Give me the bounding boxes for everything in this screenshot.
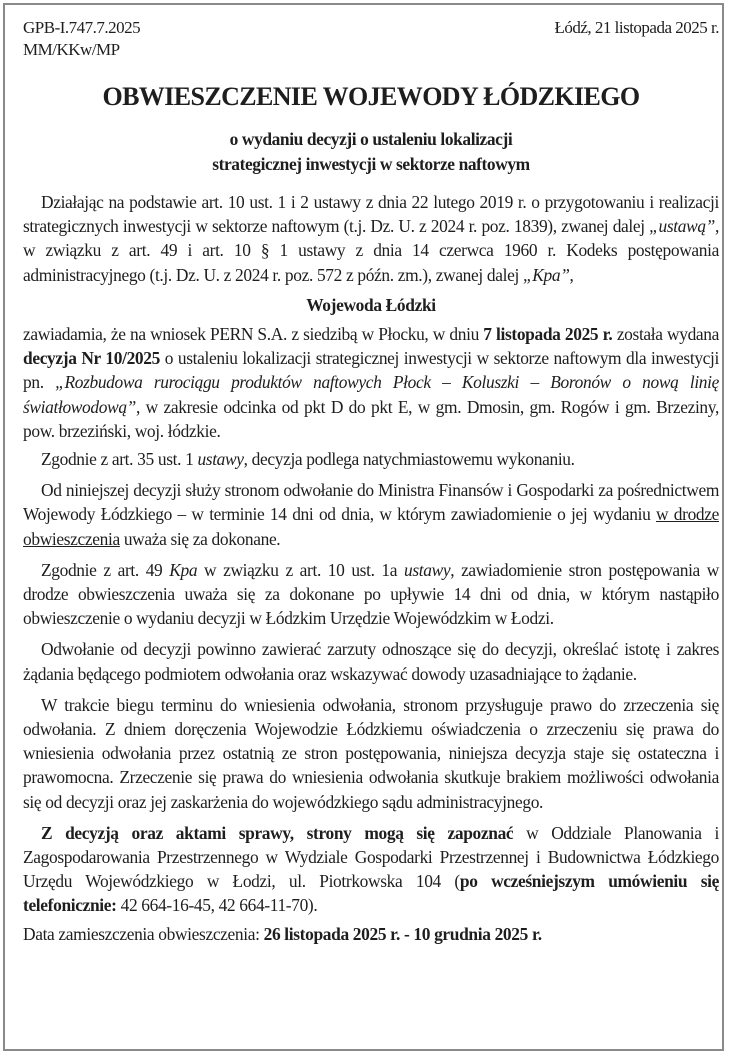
immediate-text: Zgodnie z art. 35 ust. 1: [41, 449, 198, 470]
document-title: OBWIESZCZENIE WOJEWODY ŁÓDZKIEGO: [102, 82, 640, 111]
appointment-note: po wcześniejszym umówieniu się telefonicznie:: [23, 871, 719, 916]
announcement-paragraph: [23, 322, 719, 443]
investment-name: „Rozbudowa rurociągu produktów naftowych Płock – Koluszki – Boronów o nową linię światłowodową”: [23, 372, 720, 417]
announcement-text: zawiadamia, że na wniosek PERN S.A. z siedzibą w Płocku, w dniu: [23, 324, 484, 345]
appeal-content-paragraph: Odwołanie od decyzji powinno zawierać zarzuty odnoszące się do decyzji, określać istotę i zakres żądania będącego podmiotem odwołania oraz wskazywać dowody uzasadniające to żądanie.: [23, 639, 719, 684]
place-and-date: Łódź, 21 listopada 2025 r.: [554, 18, 719, 37]
decision-number: decyzja Nr 10/2025: [23, 348, 160, 369]
phone-numbers: 42 664-16-45, 42 664-11-70).: [116, 895, 318, 916]
notice-text-2: w związku z art. 10 ust. 1a: [197, 559, 404, 580]
document-header: [23, 17, 719, 61]
posting-period: [23, 922, 719, 946]
term-ustawa: „ustawą”: [649, 216, 715, 237]
legal-basis-text: Działając na podstawie art. 10 ust. 1 i 2 ustawy z dnia 22 lutego 2019 r. o przygotowaniu i realizacji strategicznych inwestycji w sektorze naftowym (t.j. Dz. U. z 2024 r. poz. 1839), zwanej dalej: [23, 192, 719, 237]
announcement-text-2: została wydana: [612, 324, 720, 345]
appeal-paragraph: [23, 478, 719, 551]
file-access-paragraph: [23, 821, 719, 918]
immediate-text-2: , decyzja podlega natychmiastowemu wykonaniu.: [243, 449, 575, 470]
appeal-text-2: uważa się za dokonane.: [119, 528, 281, 549]
issuing-authority: Wojewoda Łódzki: [306, 294, 436, 315]
announcement-text-3: o ustaleniu lokalizacji strategicznej inwestycji w sektorze naftowym dla inwestycji pn.: [23, 348, 719, 393]
immediate-execution-paragraph: [23, 447, 719, 471]
notice-paragraph: [23, 558, 719, 631]
file-access-text: w Oddziale Planowania i Zagospodarowania Przestrzennego w Wydziale Gospodarki Przestrzennej i Budownictwa Łódzkiego Urzędu Wojewódzkiego w Łodzi, ul. Piotrkowska 104 (: [23, 822, 719, 892]
reference-number: GPB-I.747.7.2025: [23, 18, 141, 37]
document-subtitle: [23, 127, 719, 177]
case-signature-block: [23, 17, 140, 61]
term-kpa: „Kpa”: [522, 264, 570, 285]
posting-label: Data zamieszczenia obwieszczenia:: [23, 923, 264, 944]
posting-dates: 26 listopada 2025 r. - 10 grudnia 2025 r.: [263, 923, 542, 944]
notice-text: Zgodnie z art. 49: [41, 559, 170, 580]
case-signature: MM/KKw/MP: [23, 40, 120, 59]
legal-basis-comma: ,: [569, 264, 574, 285]
legal-basis-paragraph: [23, 190, 719, 287]
term-ustawy-2: ustawy: [404, 559, 451, 580]
file-access-lead: Z decyzją oraz aktami sprawy, strony mogą się zapoznać: [41, 822, 514, 843]
legal-basis-text-2: , w związku z art. 49 i art. 10 § 1 ustawy z dnia 14 czerwca 1960 r. Kodeks postępowania administracyjnego (t.j. Dz. U. z 2024 r. poz. 572 z późn. zm.), zwanej dalej: [23, 216, 719, 285]
announcement-text-4: , w zakresie odcinka od pkt D do pkt E, w gm. Dmosin, gm. Rogów i gm. Brzeziny, pow. brzeziński, woj. łódzkie.: [23, 396, 719, 441]
document-content: [23, 17, 719, 946]
notice-text-3: , zawiadomienie stron postępowania w drodze obwieszczenia uważa się za dokonane po upływie 14 dni od dnia, w którym nastąpiło obwieszczenie o wydaniu decyzji w Łódzkim Urzędzie Wojewódzkim w Łodzi.: [23, 559, 719, 629]
appeal-text: Od niniejszej decyzji służy stronom odwołanie do Ministra Finansów i Gospodarki za pośrednictwem Wojewody Łódzkiego – w terminie 14 dni od dnia, w którym zawiadomienie o jej wydaniu: [23, 480, 719, 525]
document-frame: [3, 3, 724, 1051]
subtitle-line-1: o wydaniu decyzji o ustaleniu lokalizacji: [229, 129, 513, 149]
term-kpa-2: Kpa: [169, 559, 198, 580]
waiver-paragraph: W trakcie biegu terminu do wniesienia odwołania, stronom przysługuje prawo do zrzeczenia się odwołania. Z dniem doręczenia Wojewodzie Łódzkiemu oświadczenia o zrzeczeniu się prawa do wniesienia odwołania przez ostatnią ze stron postępowania, niniejsza decyzja staje się ostateczna i prawomocna. Zrzeczenie się prawa do wniesienia odwołania skutkuje brakiem możliwości odwołania się od decyzji oraz jej zaskarżenia do wojewódzkiego sądu administracyjnego.: [23, 694, 719, 812]
subtitle-line-2: strategicznej inwestycji w sektorze naftowym: [212, 154, 530, 174]
term-ustawy: ustawy: [197, 449, 244, 470]
decision-date: 7 listopada 2025 r.: [483, 324, 613, 345]
underlined-phrase: w drodze obwieszczenia: [23, 504, 720, 549]
